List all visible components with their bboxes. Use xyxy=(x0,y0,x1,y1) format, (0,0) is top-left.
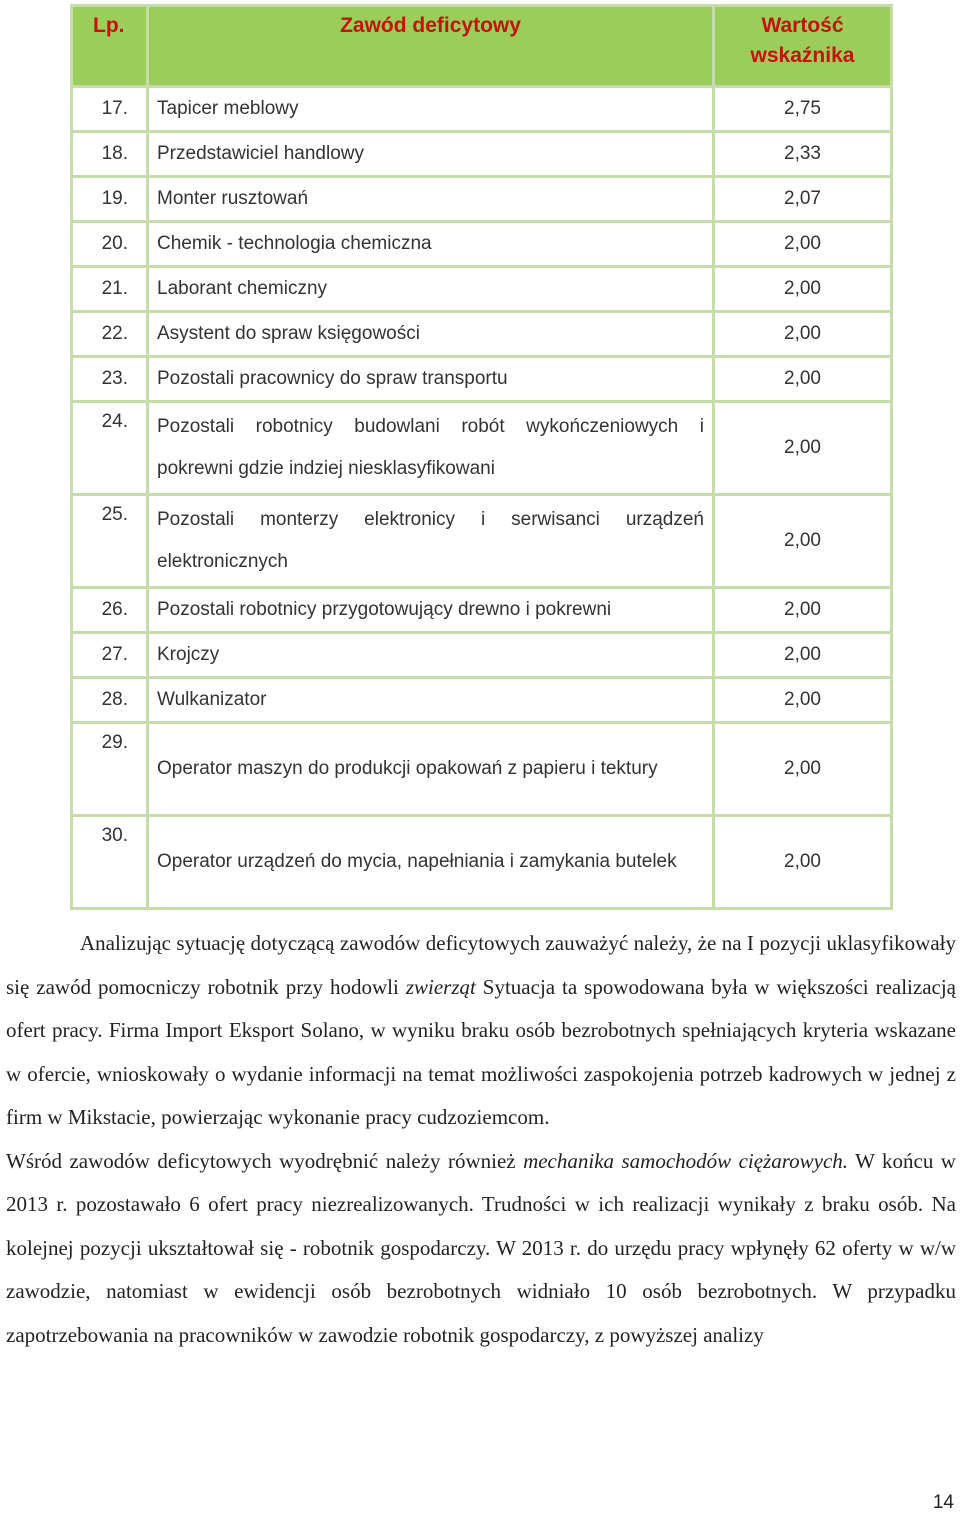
row-occupation: Asystent do spraw księgowości xyxy=(148,312,714,357)
table-row xyxy=(72,495,892,588)
paragraph-1-text-b: Sytuacja ta spowodowana była w większości realizacją ofert pracy. Firma Import Eksport Solano, w wyniku braku osób bezrobotnych spełniających kryteria wskazane w ofercie, wnioskowały o wydanie informacji na temat możliwości zaspokojenia potrzeb kadrowych w jednej z firm w Mikstacie, powierzając wykonanie pracy cudzoziemcom. xyxy=(6,974,957,1129)
table-row xyxy=(72,678,892,723)
row-lp: 21. xyxy=(72,267,148,312)
row-occupation: Wulkanizator xyxy=(148,678,714,723)
row-lp: 27. xyxy=(72,633,148,678)
paragraph-1 xyxy=(6,922,956,1140)
page-number: 14 xyxy=(932,1492,954,1513)
table-row xyxy=(72,723,892,816)
row-occupation: Pozostali robotnicy budowlani robót wykończeniowych i pokrewni gdzie indziej niesklasyfikowani xyxy=(148,402,714,495)
table-row xyxy=(72,222,892,267)
row-value: 2,33 xyxy=(714,132,892,177)
row-occupation: Przedstawiciel handlowy xyxy=(148,132,714,177)
row-occupation: Pozostali pracownicy do spraw transportu xyxy=(148,357,714,402)
header-occupation: Zawód deficytowy xyxy=(148,6,714,87)
row-lp: 18. xyxy=(72,132,148,177)
row-value: 2,00 xyxy=(714,723,892,816)
header-indicator-value: Wartość wskaźnika xyxy=(714,6,892,87)
row-value: 2,00 xyxy=(714,495,892,588)
row-value: 2,00 xyxy=(714,633,892,678)
row-value: 2,00 xyxy=(714,816,892,909)
paragraph-1-text-a: Analizując sytuację dotyczącą zawodów deficytowych zauważyć należy, że na I pozycji uklasyfikowały się zawód pomocniczy robotnik przy hodowli xyxy=(6,931,956,999)
row-occupation: Krojczy xyxy=(148,633,714,678)
row-value: 2,00 xyxy=(714,402,892,495)
row-lp: 22. xyxy=(72,312,148,357)
row-lp: 29. xyxy=(72,723,148,816)
row-value: 2,00 xyxy=(714,267,892,312)
paragraph-2-text-b: W końcu w 2013 r. pozostawało 6 ofert pracy niezrealizowanych. Trudności w ich realizacji wynikały z braku osób. Na kolejnej pozycji ukształtował się - robotnik gospodarczy. W 2013 r. do urzędu pracy wpłynęły 62 oferty w w/w zawodzie, natomiast w ewidencji osób bezrobotnych widniało 10 osób bezrobotnych. W przypadku zapotrzebowania na pracowników w zawodzie robotnik gospodarczy, z powyższej analizy xyxy=(6,1148,956,1347)
row-lp: 19. xyxy=(72,177,148,222)
row-lp: 28. xyxy=(72,678,148,723)
row-lp: 20. xyxy=(72,222,148,267)
row-occupation: Monter rusztowań xyxy=(148,177,714,222)
row-value: 2,00 xyxy=(714,357,892,402)
paragraph-2-text-a: Wśród zawodów deficytowych wyodrębnić należy również xyxy=(6,1148,524,1173)
row-lp: 24. xyxy=(72,402,148,495)
paragraph-2 xyxy=(6,1140,956,1358)
table-row xyxy=(72,177,892,222)
row-value: 2,00 xyxy=(714,312,892,357)
row-occupation: Chemik - technologia chemiczna xyxy=(148,222,714,267)
table-row xyxy=(72,816,892,909)
row-occupation: Operator maszyn do produkcji opakowań z papieru i tektury xyxy=(148,723,714,816)
table-row xyxy=(72,267,892,312)
table-row xyxy=(72,402,892,495)
row-occupation: Tapicer meblowy xyxy=(148,87,714,132)
row-occupation: Operator urządzeń do mycia, napełniania i zamykania butelek xyxy=(148,816,714,909)
table-row xyxy=(72,357,892,402)
paragraph-2-emphasis: mechanika samochodów ciężarowych. xyxy=(523,1148,849,1173)
row-lp: 17. xyxy=(72,87,148,132)
table-row xyxy=(72,588,892,633)
table-row xyxy=(72,312,892,357)
table-row xyxy=(72,87,892,132)
row-lp: 25. xyxy=(72,495,148,588)
row-value: 2,07 xyxy=(714,177,892,222)
paragraph-1-emphasis: zwierząt xyxy=(405,974,476,999)
table-row xyxy=(72,633,892,678)
row-lp: 23. xyxy=(72,357,148,402)
row-value: 2,75 xyxy=(714,87,892,132)
row-value: 2,00 xyxy=(714,222,892,267)
row-occupation: Pozostali monterzy elektronicy i serwisanci urządzeń elektronicznych xyxy=(148,495,714,588)
table-header-row xyxy=(72,6,892,87)
row-lp: 26. xyxy=(72,588,148,633)
header-lp: Lp. xyxy=(72,6,148,87)
deficit-occupations-table xyxy=(70,4,893,910)
analysis-text xyxy=(6,922,956,1357)
table-row xyxy=(72,132,892,177)
row-value: 2,00 xyxy=(714,588,892,633)
row-occupation: Laborant chemiczny xyxy=(148,267,714,312)
row-lp: 30. xyxy=(72,816,148,909)
row-occupation: Pozostali robotnicy przygotowujący drewno i pokrewni xyxy=(148,588,714,633)
row-value: 2,00 xyxy=(714,678,892,723)
